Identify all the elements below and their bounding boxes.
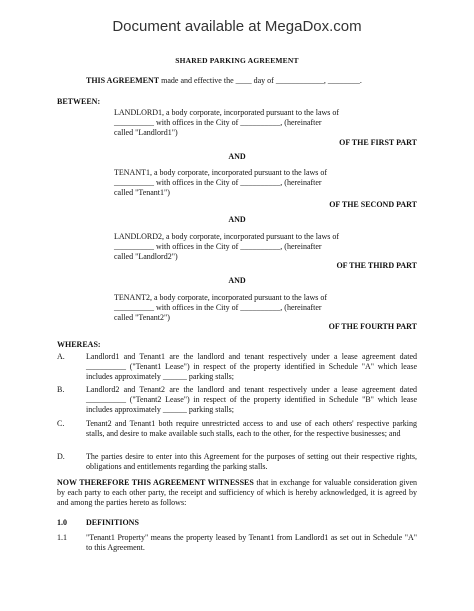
witnesses-paragraph xyxy=(57,478,417,508)
recital-letter: A. xyxy=(57,352,65,361)
intro-text: made and effective the ____ day of ____________, ________. xyxy=(159,76,362,85)
party-line: LANDLORD1, a body corporate, incorporated pursuant to the laws of xyxy=(114,108,340,117)
intro-label: THIS AGREEMENT xyxy=(86,76,160,85)
party-line: called "Tenant1") xyxy=(114,188,170,197)
and-label: AND xyxy=(228,276,246,285)
whereas-label: WHEREAS: xyxy=(57,340,101,349)
between-label: BETWEEN: xyxy=(57,97,101,106)
recital-text: The parties desire to enter into this Agreement for the purposes of setting out their respective rights, obligations and entitlements regarding the parking stalls. xyxy=(86,452,417,471)
party-part-label: OF THE SECOND PART xyxy=(329,200,417,209)
party-line: TENANT2, a body corporate, incorporated pursuant to the laws of xyxy=(114,293,328,302)
site-banner: Document available at MegaDox.com xyxy=(112,18,362,35)
recital-letter: D. xyxy=(57,452,65,461)
section-number: 1.0 xyxy=(57,518,67,527)
party-part-label: OF THE THIRD PART xyxy=(336,261,417,270)
party-line: __________ with offices in the City of __________, (hereinafter xyxy=(114,242,322,251)
and-label: AND xyxy=(228,152,246,161)
party-line: LANDLORD2, a body corporate, incorporated pursuant to the laws of xyxy=(114,232,340,241)
clause-number: 1.1 xyxy=(57,533,67,542)
party-line: called "Landlord1") xyxy=(114,128,178,137)
party-line: __________ with offices in the City of __________, (hereinafter xyxy=(114,303,322,312)
witnesses-text: that in exchange for valuable consideration given by each party to each other party, the receipt and sufficiency of which is hereby acknowledged, it is agreed by and among the parties hereto as follows: xyxy=(57,478,417,507)
witnesses-label: NOW THEREFORE THIS AGREEMENT WITNESSES xyxy=(57,478,254,487)
recital-text: Landlord1 and Tenant1 are the landlord and tenant respectively under a lease agreement dated __________ ("Tenant1 Lease") in respect of the property identified in Schedule "A" which lease includes approximately ______ parking stalls; xyxy=(86,352,417,381)
recital-text: Tenant2 and Tenant1 both require unrestricted access to and use of each others' respective parking stalls, and desire to make available such stalls, each to the other, for the respective businesses; and xyxy=(86,419,417,438)
recital-letter: C. xyxy=(57,419,65,428)
party-part-label: OF THE FOURTH PART xyxy=(328,322,417,331)
party-line: __________ with offices in the City of __________, (hereinafter xyxy=(114,178,322,187)
document-title: SHARED PARKING AGREEMENT xyxy=(175,56,299,65)
party-line: called "Landlord2") xyxy=(114,252,178,261)
recital-letter: B. xyxy=(57,385,65,394)
party-line: __________ with offices in the City of __________, (hereinafter xyxy=(114,118,322,127)
section-title: DEFINITIONS xyxy=(86,518,139,527)
clause-text: "Tenant1 Property" means the property leased by Tenant1 from Landlord1 as set out in Schedule "A" to this Agreement. xyxy=(86,533,417,552)
party-line: called "Tenant2") xyxy=(114,313,170,322)
and-label: AND xyxy=(228,215,246,224)
party-line: TENANT1, a body corporate, incorporated pursuant to the laws of xyxy=(114,168,328,177)
recital-text: Landlord2 and Tenant2 are the landlord and tenant respectively under a lease agreement dated __________ ("Tenant2 Lease") in respect of the property identified in Schedule "B" which lease includes approximately ______ parking stalls; xyxy=(86,385,417,414)
intro-line xyxy=(86,76,362,86)
party-part-label: OF THE FIRST PART xyxy=(339,138,417,147)
